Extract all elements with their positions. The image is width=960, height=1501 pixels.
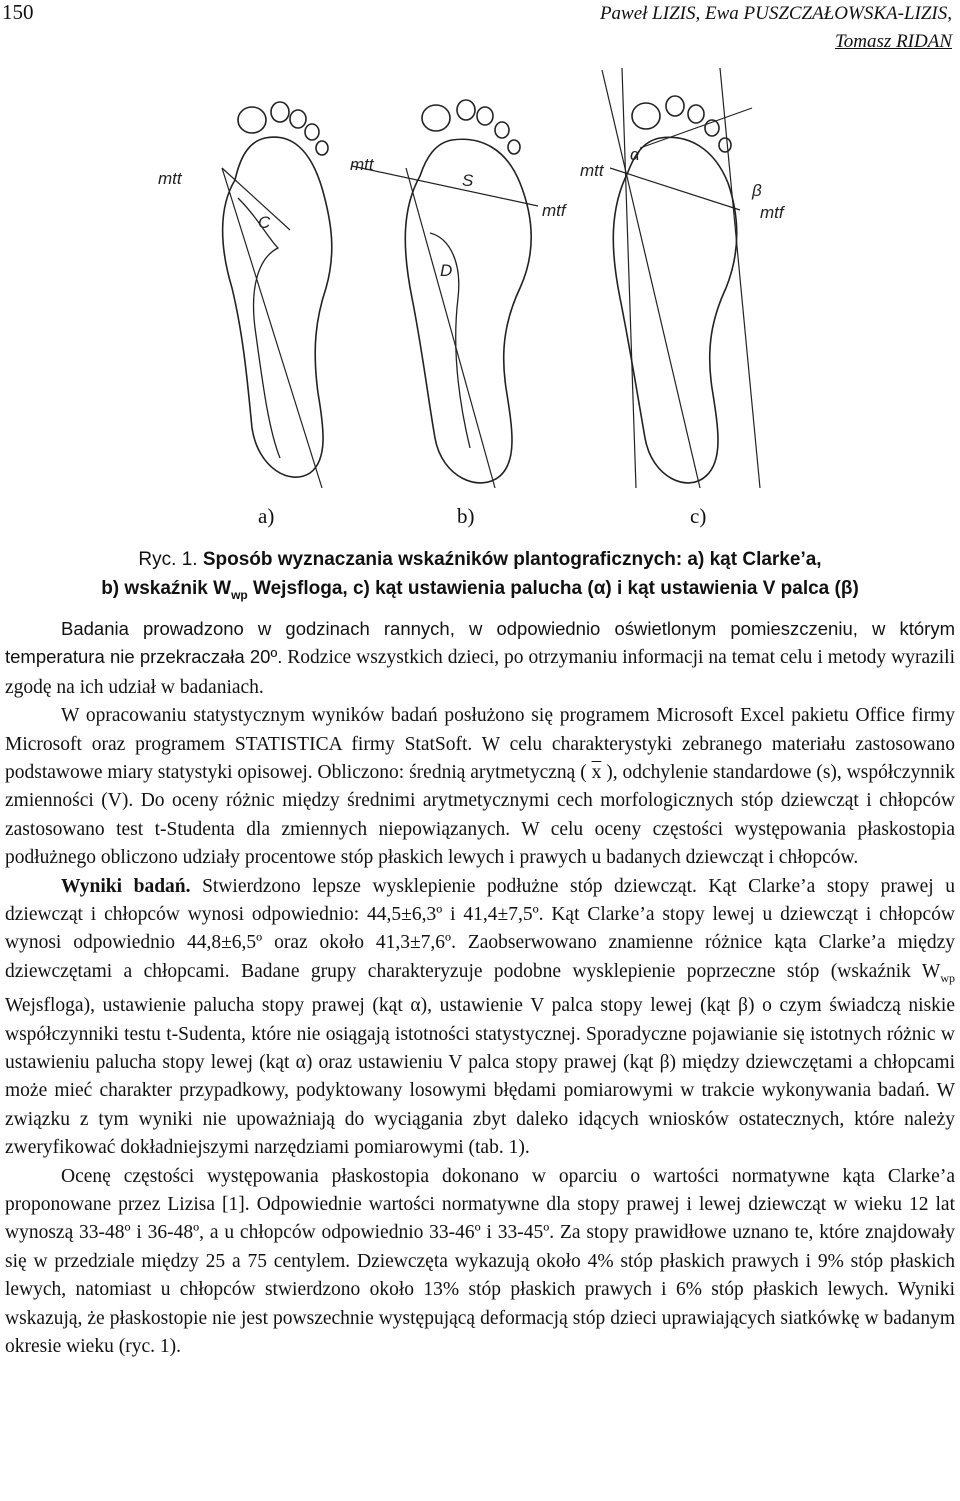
symbol-mean: $\overline{x}$ xyxy=(591,762,602,784)
paragraph-results-b: Wejsfloga), ustawienie palucha stopy prawej (kąt α), ustawienie V palca stopy lewej (kąt β) o czym świadczą niskie współczynniki testu t-Sudenta, które nie osiągają istotności statystycznej. Sporadyczne pojawianie się istotnych różnic w ustawieniu palucha stopy lewej (kąt α) oraz ustawieniu V palca stopy prawej (kąt β) między dziewczętami a chłopcami może mieć charakter przypadkowy, podyktowany losowymi błędami pomiarowymi w trakcie wykonywania badań. W związku z tym wyniki nie upoważniają do wyciągania zbyt daleko idących wniosków ostatecznych, które należy zweryfikować dokładniejszymi narzędziami pomiarowymi (tab. 1). xyxy=(5,995,955,1159)
caption-prefix: Ryc. 1. xyxy=(138,549,198,570)
paragraph-results-a: Stwierdzono lepsze wysklepienie podłużne stóp dziewcząt. Kąt Clarke’a stopy prawej u dziewcząt i chłopców wynosi odpowiednio: 44,5±6,3º i 41,4±7,5º. Kąt Clarke’a stopy lewej u dziewcząt i chłopców wynosi odpowiednio 44,8±6,5º oraz około 41,3±7,6º. Zaobserwowano znamienne różnice kąta Clarke’a między dziewczętami a chłopcami. Badane grupy charakteryzuje podobne wysklepienie poprzeczne stóp (wskaźnik W xyxy=(5,875,955,982)
sublabel-b: b) xyxy=(457,504,475,528)
caption-line-1: Sposób wyznaczania wskaźników plantograficznych: a) kąt Clarke’a, xyxy=(202,549,822,570)
sublabel-c: c) xyxy=(690,504,707,528)
caption-sub-wp: wp xyxy=(231,587,248,602)
paragraph-flatfoot: Ocenę częstości występowania płaskostopia dokonano w oparciu o wartości normatywne kąta Clarke’a proponowane przez Lizisa [1]. Odpowiednie wartości normatywne dla stopy prawej i lewej dziewcząt w wieku 12 lat wynoszą 33-48º i 36-48º, a u chłopców odpowiednio 33-46º i 33-45º. Za stopy prawidłowe uznano te, które znajdowały się w przedziale między 25 a 75 centylem. Dziewczęta wykazują około 4% stóp płaskich prawych i 9% stóp płaskich lewych, natomiast u chłopców stwierdzono około 13% stóp płaskich prawych i 6% stóp płaskich lewych. Wyniki wskazują, że płaskostopie nie jest powszechnie występującą deformacją stóp dzieci uprawiających siatkówkę w badanym okresie wieku (ryc. 1). xyxy=(5,1165,955,1358)
results-heading: Wyniki badań. xyxy=(61,875,191,897)
paragraph-methods-1a: Badania prowadzono w godzinach rannych, w odpowiednio oświetlonym pomieszczeniu, w którym temperatura nie przekraczała 20º. xyxy=(5,618,955,668)
authors-line-1: Paweł LIZIS, Ewa PUSZCZAŁOWSKA-LIZIS, xyxy=(599,3,952,24)
paragraph-statistics xyxy=(5,702,955,872)
label-beta: β xyxy=(752,181,762,200)
body-text xyxy=(5,615,955,1361)
label-mtt-b: mtt xyxy=(350,155,374,174)
figure-caption xyxy=(0,545,960,610)
paragraph-results xyxy=(5,873,955,1163)
paragraph-statistics-b: ), odchylenie standardowe (s), współczynnik zmienności (V). Do oceny różnic między średnimi arytmetycznymi cech morfologicznych stóp dziewcząt i chłopców zastosowano test t-Studenta dla zmiennych niepowiązanych. W celu oceny częstości występowania płaskostopia podłużnego obliczono udziały procentowe stóp płaskich lewych i prawych u badanych dziewcząt i chłopców. xyxy=(5,762,956,869)
authors-line-2: Tomasz RIDAN xyxy=(834,31,952,52)
label-mtt-c: mtt xyxy=(580,161,604,180)
sublabel-a: a) xyxy=(258,504,275,528)
label-s: S xyxy=(462,171,474,190)
label-c: C xyxy=(258,213,271,232)
paragraph-statistics-a: W opracowaniu statystycznym wyników badań posłużono się programem Microsoft Excel pakietu Office firmy Microsoft oraz programem STATISTICA firmy StatSoft. W celu charakterystyki zebranego materiału zastosowano podstawowe miary statystyki opisowej. Obliczono: średnią arytmetyczną ( xyxy=(5,705,955,784)
paragraph-methods-1 xyxy=(5,615,955,702)
foot-b-outline xyxy=(352,100,538,488)
results-sub-wp: wp xyxy=(940,970,955,985)
foot-a-outline xyxy=(222,102,332,488)
caption-line-2a: b) wskaźnik W xyxy=(101,578,232,599)
label-alpha: α xyxy=(630,145,640,164)
label-mtf-b: mtf xyxy=(542,201,566,220)
label-d: D xyxy=(440,261,453,280)
caption-line-2b: Wejsfloga, c) kąt ustawienia palucha (α) i kąt ustawienia V palca (β) xyxy=(247,578,859,599)
paragraph-methods-1b: Rodzice wszystkich dzieci, po otrzymaniu informacji na temat celu i metody wyrazili zgodę na ich udział w badaniach. xyxy=(5,647,956,698)
plantograph-figure xyxy=(140,48,820,498)
page-number: 150 xyxy=(2,0,34,24)
foot-c-outline xyxy=(602,68,760,488)
label-mtf-c: mtf xyxy=(760,203,784,222)
label-mtt-a: mtt xyxy=(158,169,182,188)
